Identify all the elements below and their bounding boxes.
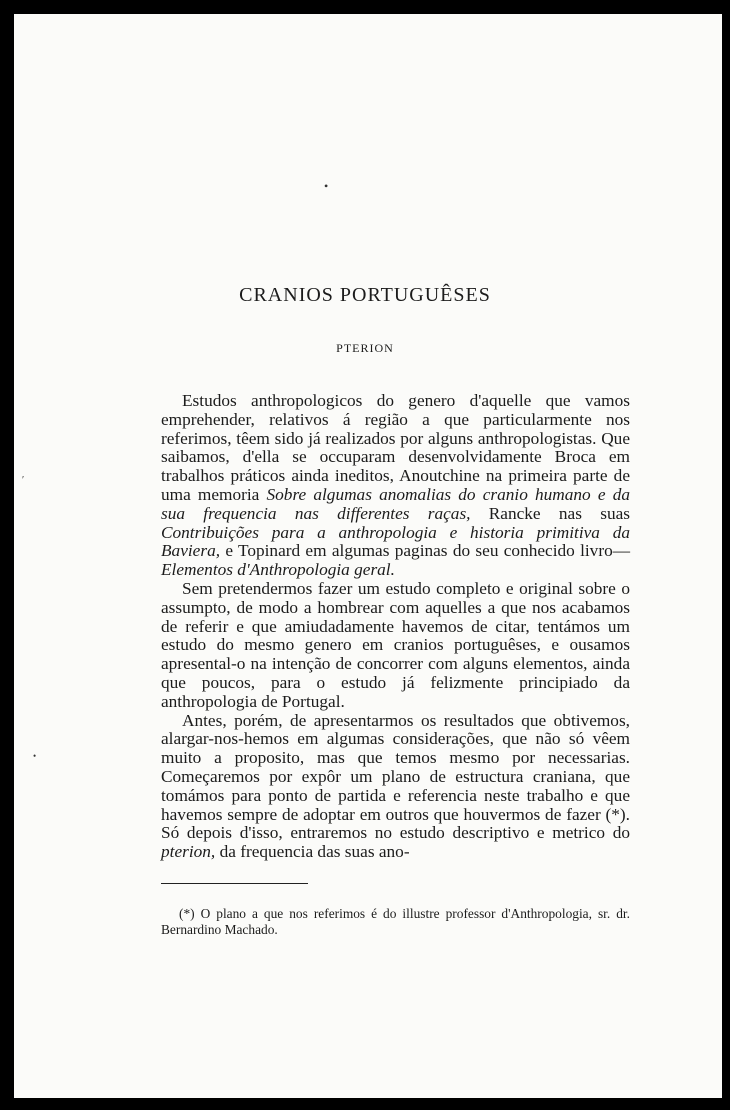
section-subtitle: PTERION (336, 341, 394, 355)
body-text (161, 392, 630, 862)
text-run: e Topinard em algumas paginas do seu conhecido livro— (220, 541, 630, 561)
margin-mark: • (33, 751, 37, 761)
italic-title: Contribuições para a anthropologia e historia primitiva da Baviera, (161, 522, 630, 561)
text-run: da frequencia das suas ano- (215, 842, 410, 862)
footnote: (*) O plano a que nos referimos é do illustre professor d'Anthropologia, sr. dr. Bernardino Machado. (161, 906, 630, 937)
paragraph-1 (161, 392, 630, 580)
margin-mark: ′ (22, 475, 25, 486)
paragraph-2: Sem pretendermos fazer um estudo completo e original sobre o assumpto, de modo a hombrear com aquelles a que nos acabamos de referir e que amiudadamente havemos de citar, tentámos um estudo do mesmo genero em cranios portuguêses, e ousamos apresental-o na intenção de concorrer com alguns elementos, ainda que poucos, para o estudo já felizmente principiado da anthropologia de Portugal. (161, 578, 630, 711)
page-title: CRANIOS PORTUGUÊSES (239, 284, 491, 306)
italic-term: pterion, (161, 842, 216, 862)
italic-title: Elementos d'Anthropologia geral. (161, 560, 395, 580)
italic-title: Sobre algumas anomalias do cranio humano e da sua frequencia nas differentes raças, (161, 484, 630, 523)
text-run: Estudos anthropologicos do genero d'aquelle que vamos emprehender, relativos á região a que particularmente nos referimos, têem sido já realizados por alguns anthropologistas. Que saibamos, d'ella se occuparam desenvolvidamente Broca em trabalhos práticos ainda ineditos, Anoutchine na primeira parte de uma memoria (161, 391, 630, 504)
text-run: Antes, porém, de apresentarmos os resultados que obtivemos, alargar-nos-hemos em algumas considerações, que não só vêem muito a proposito, mas que temos mesmo por necessarias. Começaremos por expôr um plano de estructura craniana, que tomámos para ponto de partida e referencia neste trabalho e que havemos sempre de adoptar em outros que houvermos de fazer (*). Só depois d'isso, entraremos no estudo descriptivo e metrico do (161, 710, 630, 843)
paragraph-3 (161, 712, 630, 862)
footnote-divider (161, 883, 308, 884)
text-run: Rancke nas suas (470, 503, 630, 523)
speck-mark: • (324, 179, 329, 193)
